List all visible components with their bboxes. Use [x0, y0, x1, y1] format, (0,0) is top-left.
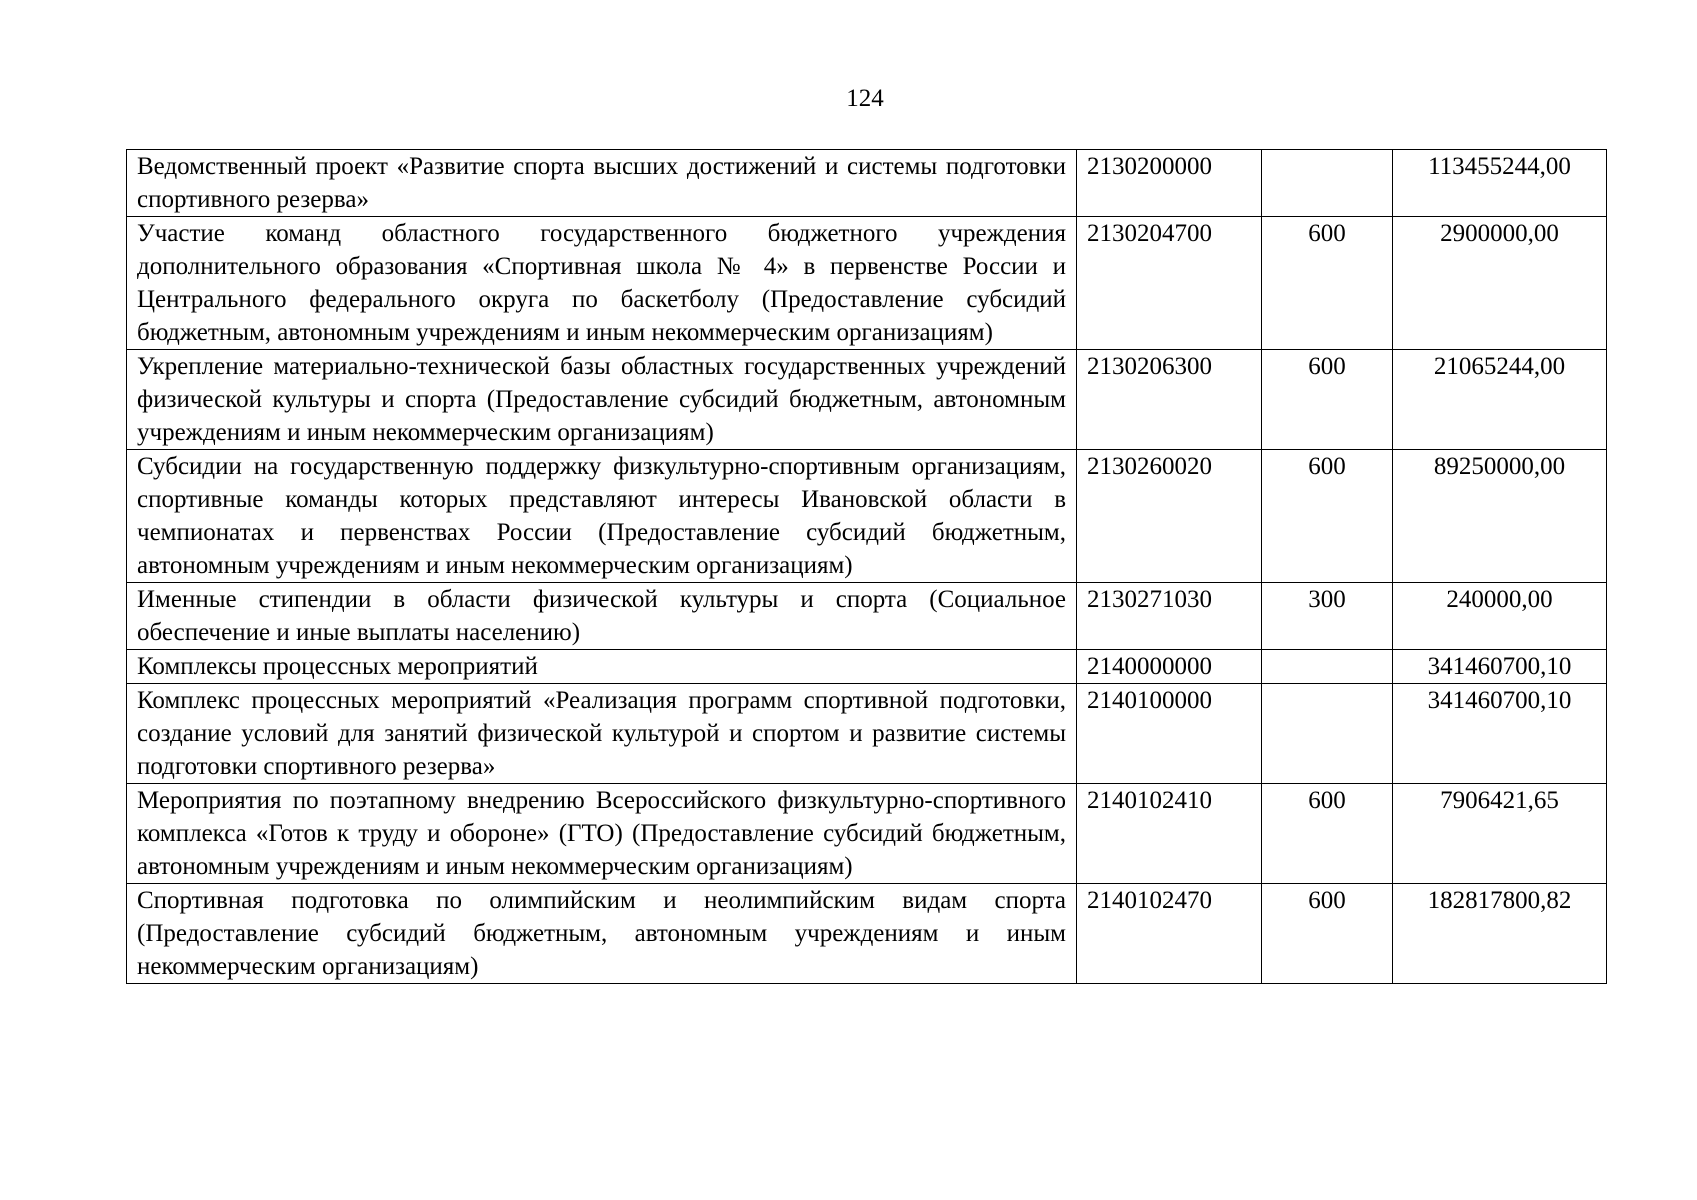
row-name-cell: Именные стипендии в области физической культуры и спорта (Социальное обеспечение и иные выплаты населению) — [127, 583, 1077, 650]
table-row — [127, 150, 1607, 217]
row-name-cell: Участие команд областного государственного бюджетного учреждения дополнительного образования «Спортивная школа № 4» в первенстве России и Центрального федерального округа по баскетболу (Предоставление субсидий бюджетным, автономным учреждениям и иным некоммерческим организациям) — [127, 217, 1077, 350]
table-row — [127, 884, 1607, 984]
table-row — [127, 583, 1607, 650]
page-number: 124 — [846, 85, 884, 112]
row-name-cell: Ведомственный проект «Развитие спорта высших достижений и системы подготовки спортивного резерва» — [127, 150, 1077, 217]
row-sum-cell: 2900000,00 — [1393, 217, 1607, 350]
table-row — [127, 450, 1607, 583]
table-row — [127, 650, 1607, 684]
row-sum-cell: 341460700,10 — [1393, 650, 1607, 684]
row-csr-cell: 2130204700 — [1077, 217, 1262, 350]
budget-table — [126, 149, 1607, 984]
row-csr-cell: 2130260020 — [1077, 450, 1262, 583]
row-vr-cell — [1262, 684, 1393, 784]
row-name-cell: Комплекс процессных мероприятий «Реализация программ спортивной подготовки, создание условий для занятий физической культурой и спортом и развитие системы подготовки спортивного резерва» — [127, 684, 1077, 784]
table-row — [127, 784, 1607, 884]
row-csr-cell: 2130206300 — [1077, 350, 1262, 450]
row-sum-cell: 113455244,00 — [1393, 150, 1607, 217]
row-sum-cell: 7906421,65 — [1393, 784, 1607, 884]
row-sum-cell: 240000,00 — [1393, 583, 1607, 650]
row-csr-cell: 2130271030 — [1077, 583, 1262, 650]
row-sum-cell: 182817800,82 — [1393, 884, 1607, 984]
row-vr-cell: 600 — [1262, 350, 1393, 450]
table-row — [127, 684, 1607, 784]
row-csr-cell: 2140100000 — [1077, 684, 1262, 784]
row-vr-cell: 300 — [1262, 583, 1393, 650]
row-csr-cell: 2140102410 — [1077, 784, 1262, 884]
row-sum-cell: 341460700,10 — [1393, 684, 1607, 784]
row-vr-cell: 600 — [1262, 217, 1393, 350]
row-vr-cell: 600 — [1262, 450, 1393, 583]
row-csr-cell: 2140102470 — [1077, 884, 1262, 984]
row-name-cell: Мероприятия по поэтапному внедрению Всероссийского физкультурно-спортивного комплекса «Готов к труду и обороне» (ГТО) (Предоставление субсидий бюджетным, автономным учреждениям и иным некоммерческим организациям) — [127, 784, 1077, 884]
row-name-cell: Комплексы процессных мероприятий — [127, 650, 1077, 684]
table-row — [127, 217, 1607, 350]
row-name-cell: Спортивная подготовка по олимпийским и неолимпийским видам спорта (Предоставление субсидий бюджетным, автономным учреждениям и иным некоммерческим организациям) — [127, 884, 1077, 984]
row-vr-cell — [1262, 150, 1393, 217]
table-row — [127, 350, 1607, 450]
budget-table-body — [127, 150, 1607, 984]
row-csr-cell: 2140000000 — [1077, 650, 1262, 684]
row-sum-cell: 21065244,00 — [1393, 350, 1607, 450]
row-csr-cell: 2130200000 — [1077, 150, 1262, 217]
row-name-cell: Укрепление материально-технической базы областных государственных учреждений физической культуры и спорта (Предоставление субсидий бюджетным, автономным учреждениям и иным некоммерческим организациям) — [127, 350, 1077, 450]
row-name-cell: Субсидии на государственную поддержку физкультурно-спортивным организациям, спортивные команды которых представляют интересы Ивановской области в чемпионатах и первенствах России (Предоставление субсидий бюджетным, автономным учреждениям и иным некоммерческим организациям) — [127, 450, 1077, 583]
row-sum-cell: 89250000,00 — [1393, 450, 1607, 583]
row-vr-cell: 600 — [1262, 784, 1393, 884]
row-vr-cell — [1262, 650, 1393, 684]
row-vr-cell: 600 — [1262, 884, 1393, 984]
